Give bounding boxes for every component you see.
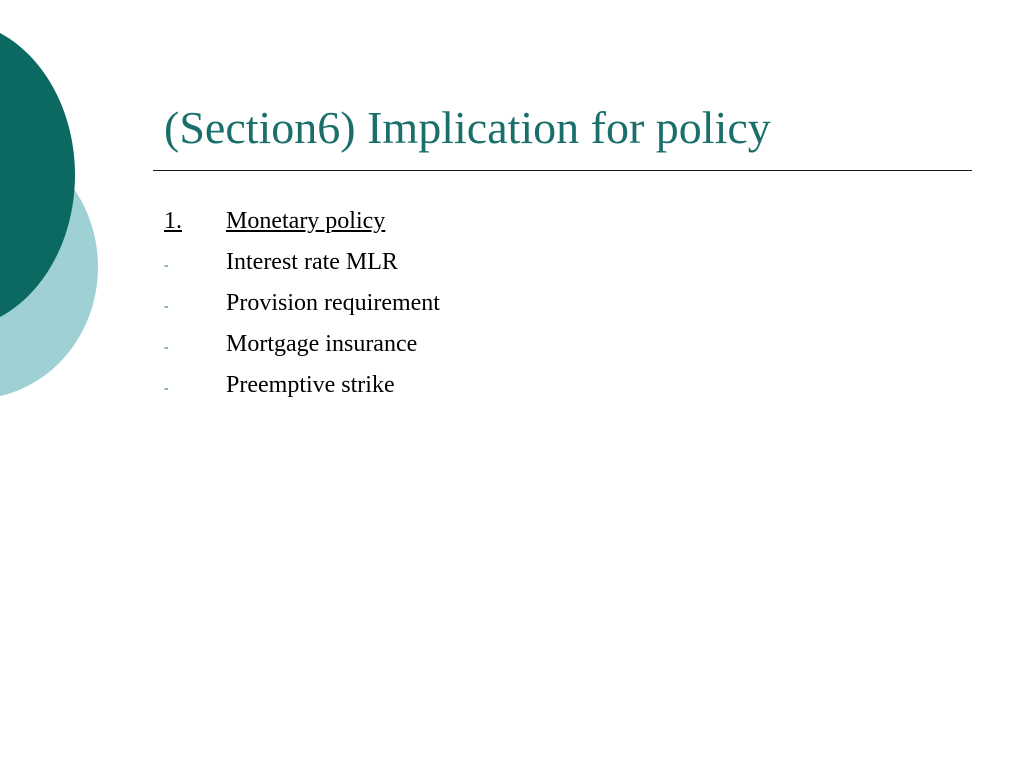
slide-title: (Section6) Implication for policy	[164, 102, 771, 153]
list-item-text: Mortgage insurance	[226, 331, 418, 357]
list-item	[164, 331, 440, 372]
list-item-text: Interest rate MLR	[226, 249, 398, 275]
list-item	[164, 372, 440, 413]
list-item	[164, 290, 440, 331]
list-number-marker: 1.	[164, 208, 182, 234]
list-heading	[164, 208, 440, 249]
list-item	[164, 249, 440, 290]
title-divider	[153, 170, 972, 171]
content-list	[164, 208, 440, 413]
list-item-text: Preemptive strike	[226, 372, 395, 398]
list-heading-text: Monetary policy	[226, 208, 386, 234]
dash-bullet: -	[164, 299, 169, 314]
dash-bullet: -	[164, 381, 169, 396]
list-item-text: Provision requirement	[226, 290, 440, 316]
dash-bullet: -	[164, 340, 169, 355]
dash-bullet: -	[164, 258, 169, 273]
